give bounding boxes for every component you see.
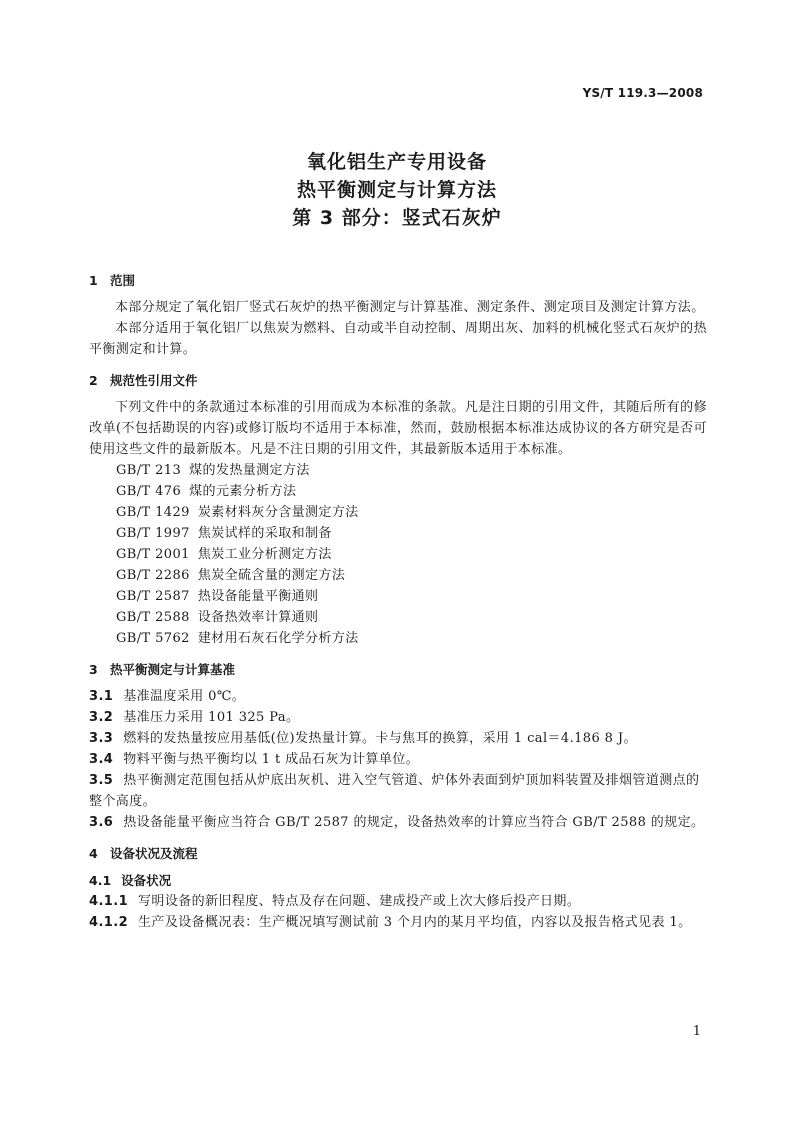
section-number: 1 (89, 273, 98, 288)
section-title: 规范性引用文件 (110, 373, 198, 388)
section-title: 热平衡测定与计算基准 (110, 662, 236, 677)
reference-item: GB/T 5762 建材用石灰石化学分析方法 (116, 631, 359, 646)
title-line-2: 热平衡测定与计算方法 (296, 179, 497, 201)
reference-item: GB/T 476 煤的元素分析方法 (116, 484, 297, 499)
clause-3-3: 3.3 燃料的发热量按应用基低(位)发热量计算。卡与焦耳的换算，采用 1 cal＝4.186 8 J。 (89, 731, 637, 746)
clause-3-5: 3.5 热平衡测定范围包括从炉底出灰机、进入空气管道、炉体外表面到炉顶加料装置及排烟管道测点的整个高度。 (89, 773, 700, 809)
clause-3-2: 3.2 基准压力采用 101 325 Pa。 (89, 710, 300, 725)
section-4-heading (89, 843, 707, 864)
section-2-paragraph: 下列文件中的条款通过本标准的引用而成为本标准的条款。凡是注日期的引用文件，其随后所有的修改单(不包括勘误的内容)或修订版均不适用于本标准，然而，鼓励根据本标准达成协议的各方研究是否可使用这些文件的最新版本。凡是不注日期的引用文件，其最新版本适用于本标准。 (89, 400, 707, 457)
section-number: 3 (89, 662, 98, 677)
title-line-3: 第 3 部分：竖式石灰炉 (292, 207, 502, 229)
clause-3-6: 3.6 热设备能量平衡应当符合 GB/T 2587 的规定，设备热效率的计算应当符合 GB/T 2588 的规定。 (89, 815, 705, 830)
page-number: 1 (692, 1024, 701, 1039)
reference-list (89, 460, 707, 649)
subsection-4-1-heading: 4.1 设备状况 (89, 873, 172, 888)
document-body (89, 270, 707, 933)
standard-number: YS/T 119.3—2008 (582, 86, 703, 100)
reference-item: GB/T 1997 焦炭试样的采取和制备 (116, 526, 332, 541)
section-title: 设备状况及流程 (110, 846, 198, 861)
clause-3-4: 3.4 物料平衡与热平衡均以 1 t 成品石灰为计算单位。 (89, 752, 420, 767)
section-3-heading (89, 659, 707, 680)
section-number: 4 (89, 846, 98, 861)
section-2-heading (89, 370, 707, 391)
reference-item: GB/T 213 煤的发热量测定方法 (116, 463, 310, 478)
clause-3-1: 3.1 基准温度采用 0℃。 (89, 689, 246, 704)
reference-item: GB/T 2001 焦炭工业分析测定方法 (116, 547, 332, 562)
reference-item: GB/T 2588 设备热效率计算通则 (116, 610, 319, 625)
reference-item: GB/T 2587 热设备能量平衡通则 (116, 589, 319, 604)
document-title (0, 148, 794, 232)
section-1-paragraph-2: 本部分适用于氧化铝厂以焦炭为燃料、自动或半自动控制、周期出灰、加料的机械化竖式石灰炉的热平衡测定和计算。 (89, 321, 707, 357)
clause-4-1-2: 4.1.2 生产及设备概况表：生产概况填写测试前 3 个月内的某月平均值，内容以及报告格式见表 1。 (89, 915, 692, 930)
clause-4-1-1: 4.1.1 写明设备的新旧程度、特点及存在问题、建成投产或上次大修后投产日期。 (89, 894, 581, 909)
section-1-heading (89, 270, 707, 291)
reference-item: GB/T 2286 焦炭全硫含量的测定方法 (116, 568, 346, 583)
section-title: 范围 (110, 273, 136, 288)
title-line-1: 氧化铝生产专用设备 (306, 151, 487, 173)
section-1-paragraph-1: 本部分规定了氧化铝厂竖式石灰炉的热平衡测定与计算基准、测定条件、测定项目及测定计算方法。 (115, 300, 705, 315)
reference-item: GB/T 1429 炭素材料灰分含量测定方法 (116, 505, 359, 520)
section-number: 2 (89, 373, 98, 388)
